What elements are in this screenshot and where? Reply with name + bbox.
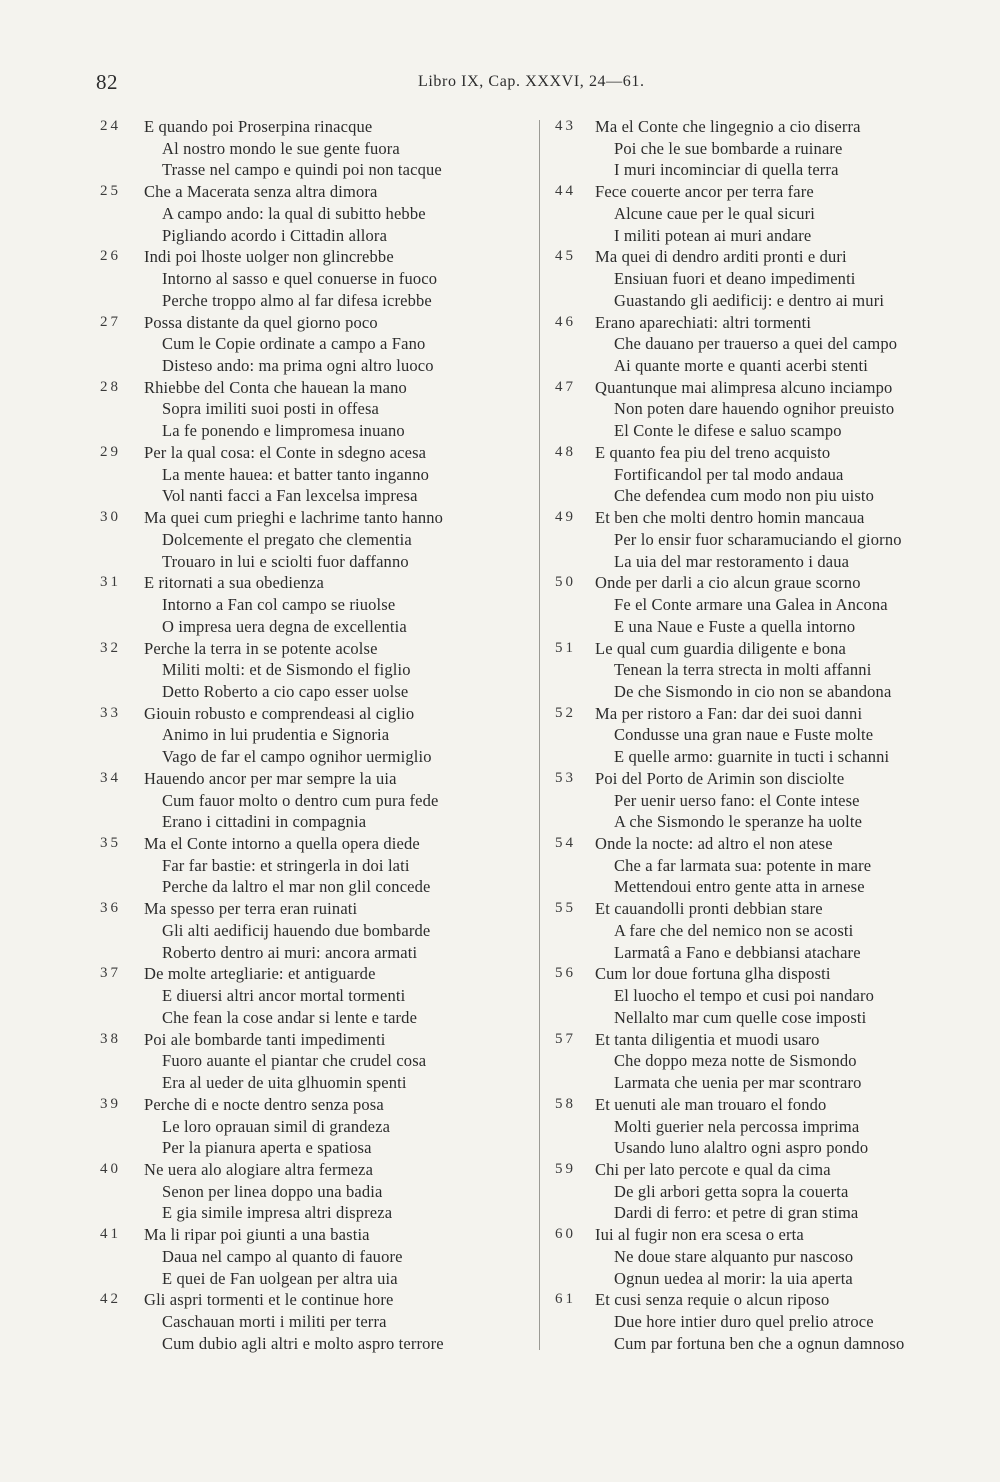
verse-line: Poi ale bombarde tanti impedimenti <box>144 1029 386 1049</box>
verse-line: Larmatâ a Fano e debbiansi atachare <box>614 942 861 962</box>
stanza <box>0 1224 530 1289</box>
verse-line: Cum le Copie ordinate a campo a Fano <box>162 334 426 354</box>
stanza <box>540 572 1000 637</box>
stanza <box>0 116 530 181</box>
stanza <box>540 1159 1000 1224</box>
stanza <box>0 572 530 637</box>
verse-line: De gli arbori getta sopra la couerta <box>614 1181 849 1201</box>
verse-line: Che dauano per trauerso a quei del campo <box>614 334 898 354</box>
verse-line: E una Naue e Fuste a quella intorno <box>614 616 856 636</box>
verse-line: Et cauandolli pronti debbian stare <box>595 899 823 919</box>
verse-line: Vago de far el campo ognihor uermiglio <box>162 747 432 767</box>
stanza-number: 42 <box>100 1291 121 1308</box>
stanza <box>540 1029 1000 1094</box>
verse-line: Guastando gli aedificij: e dentro ai muri <box>614 290 885 310</box>
verse-line: Alcune caue per le qual sicuri <box>614 203 816 223</box>
stanza-number: 28 <box>100 378 121 395</box>
verse-line: Possa distante da quel giorno poco <box>144 312 378 332</box>
verse-line: Al nostro mondo le sue gente fuora <box>162 138 400 158</box>
stanza-number: 50 <box>555 574 576 591</box>
verse-line: Poi del Porto de Arimin son disciolte <box>595 768 845 788</box>
verse-line: Perche da laltro el mar non glil concede <box>162 877 431 897</box>
stanza <box>0 1159 530 1224</box>
verse-line: Dardi di ferro: et petre di gran stima <box>614 1203 859 1223</box>
verse-line: Daua nel campo al quanto di fauore <box>162 1246 403 1266</box>
verse-line: Per la pianura aperta e spatiosa <box>162 1138 372 1158</box>
stanza <box>540 833 1000 898</box>
stanza <box>540 703 1000 768</box>
verse-line: Le qual cum guardia diligente e bona <box>595 638 846 658</box>
verse-line: Erano i cittadini in compagnia <box>162 812 367 832</box>
stanza <box>540 1224 1000 1289</box>
verse-line: Chi per lato percote e qual da cima <box>595 1160 831 1179</box>
stanza-number: 57 <box>555 1030 576 1047</box>
verse-line: O impresa uera degna de excellentia <box>162 616 407 636</box>
verse-line: Usando luno alaltro ogni aspro pondo <box>614 1138 869 1158</box>
verse-line: Ma per ristoro a Fan: dar dei suoi danni <box>595 703 863 723</box>
stanza <box>540 1289 1000 1354</box>
stanza <box>0 1094 530 1159</box>
verse-line: Due hore intier duro quel prelio atroce <box>614 1312 874 1332</box>
verse-line: Ma spesso per terra eran ruinati <box>144 899 358 919</box>
verse-line: Roberto dentro ai muri: ancora armati <box>162 942 418 962</box>
stanza-number: 54 <box>555 835 576 852</box>
stanza-number: 55 <box>555 900 576 917</box>
stanza <box>0 377 530 442</box>
stanza <box>540 768 1000 833</box>
verse-line: Far far bastie: et stringerla in doi lati <box>162 855 410 875</box>
stanza <box>540 898 1000 963</box>
verse-line: Detto Roberto a cio capo esser uolse <box>162 681 409 701</box>
verse-line: Gli aspri tormenti et le continue hore <box>144 1290 394 1310</box>
verse-line: Dolcemente el pregato che clementia <box>162 529 412 549</box>
verse-line: Che fean la cose andar si lente e tarde <box>162 1007 418 1027</box>
verse-line: Perche la terra in se potente acolse <box>144 638 378 658</box>
verse-line: Cum dubio agli altri e molto aspro terrore <box>162 1333 444 1353</box>
stanza <box>540 442 1000 507</box>
verse-line: Et tanta diligentia et muodi usaro <box>595 1029 820 1049</box>
verse-line: Et uenuti ale man trouaro el fondo <box>595 1094 827 1114</box>
verse-line: E diuersi altri ancor mortal tormenti <box>162 986 406 1006</box>
verse-line: Trasse nel campo e quindi poi non tacque <box>162 160 442 180</box>
verse-line: Gli alti aedificij hauendo due bombarde <box>162 920 431 940</box>
stanza-number: 41 <box>100 1226 121 1243</box>
verse-line: Pigliando acordo i Cittadin allora <box>162 225 388 245</box>
verse-line: Intorno a Fan col campo se riuolse <box>162 595 396 614</box>
verse-line: E quando poi Proserpina rinacque <box>144 117 373 136</box>
verse-line: Onde la nocte: ad altro el non atese <box>595 834 833 854</box>
stanza <box>540 638 1000 703</box>
verse-line: Ognun uedea al morir: la uia aperta <box>614 1268 853 1288</box>
verse-line: Per lo ensir fuor scharamuciando el giorno <box>614 529 902 549</box>
verse-line: E ritornati a sua obedienza <box>144 573 324 593</box>
verse-line: Hauendo ancor per mar sempre la uia <box>144 768 397 788</box>
verse-line: Condusse una gran naue e Fuste molte <box>614 725 874 745</box>
stanza-number: 51 <box>555 639 576 656</box>
stanza-number: 43 <box>555 118 576 134</box>
stanza-number: 44 <box>555 183 576 200</box>
verse-line: Erano aparechiati: altri tormenti <box>595 312 812 332</box>
stanza-number: 26 <box>100 248 121 265</box>
stanza-number: 39 <box>100 1095 121 1112</box>
verse-line: Le loro oprauan simil di grandeza <box>162 1116 391 1136</box>
verse-line: E quanto fea piu del treno acquisto <box>595 442 831 462</box>
verse-line: Iui al fugir non era scesa o erta <box>595 1225 804 1245</box>
verse-line: Senon per linea doppo una badia <box>162 1181 383 1201</box>
stanza-number: 37 <box>100 965 121 982</box>
stanza <box>0 246 530 311</box>
stanza-number: 32 <box>100 639 121 656</box>
verse-line: Disteso ando: ma prima ogni altro luoco <box>162 355 434 375</box>
verse-line: Fuoro auante el piantar che crudel cosa <box>162 1051 427 1071</box>
verse-line: Fortificandol per tal modo andaua <box>614 464 844 484</box>
verse-line: Fece couerte ancor per terra fare <box>595 182 814 202</box>
stanza-number: 59 <box>555 1161 576 1177</box>
verse-line: Poi che le sue bombarde a ruinare <box>614 138 843 158</box>
verse-line: Non poten dare hauendo ognihor preuisto <box>614 399 895 419</box>
right-column <box>540 116 1000 1355</box>
verse-line: Ma el Conte intorno a quella opera diede <box>144 834 420 854</box>
verse-line: Che doppo meza notte de Sismondo <box>614 1051 857 1071</box>
verse-line: Trouaro in lui e sciolti fuor daffanno <box>162 551 409 571</box>
verse-line: Rhiebbe del Conta che hauean la mano <box>144 377 407 397</box>
stanza <box>540 377 1000 442</box>
stanza-number: 40 <box>100 1161 121 1177</box>
verse-line: Ma li ripar poi giunti a una bastia <box>144 1225 370 1245</box>
verse-line: Indi poi lhoste uolger non glincrebbe <box>144 247 394 267</box>
verse-line: Cum fauor molto o dentro cum pura fede <box>162 790 439 810</box>
verse-line: E quei de Fan uolgean per altra uia <box>162 1268 398 1288</box>
stanza <box>0 507 530 572</box>
stanza <box>0 1029 530 1094</box>
stanza-number: 45 <box>555 248 576 265</box>
verse-line: Animo in lui prudentia e Signoria <box>162 725 390 745</box>
verse-line: Per uenir uerso fano: el Conte intese <box>614 790 860 810</box>
verse-line: Ne uera alo alogiare altra fermeza <box>144 1160 374 1179</box>
verse-line: La mente hauea: et batter tanto inganno <box>162 464 429 484</box>
stanza-number: 35 <box>100 835 121 852</box>
verse-line: De che Sismondo in cio non se abandona <box>614 681 892 701</box>
verse-line: El luocho el tempo et cusi poi nandaro <box>614 986 875 1006</box>
stanza-number: 56 <box>555 965 576 982</box>
left-column <box>0 116 530 1355</box>
verse-line: La fe ponendo e limpromesa inuano <box>162 421 405 441</box>
stanza-number: 33 <box>100 704 121 721</box>
verse-line: Ma quei di dendro arditi pronti e duri <box>595 247 847 267</box>
verse-line: El Conte le difese e saluo scampo <box>614 421 842 441</box>
stanza-number: 47 <box>555 378 576 395</box>
verse-line: Tenean la terra strecta in molti affanni <box>614 660 872 680</box>
verse-line: I muri incominciar di quella terra <box>614 160 839 180</box>
verse-line: Ai quante morte e quanti acerbi stenti <box>614 355 869 375</box>
stanza <box>540 1094 1000 1159</box>
verse-line: E quelle armo: guarnite in tucti i schanni <box>614 747 890 767</box>
page-number: 82 <box>96 70 118 94</box>
page-header <box>96 70 956 100</box>
stanza-number: 60 <box>555 1226 576 1243</box>
verse-line: Fe el Conte armare una Galea in Ancona <box>614 595 888 614</box>
verse-line: A campo ando: la qual di subitto hebbe <box>162 203 426 223</box>
stanza-number: 27 <box>100 313 121 330</box>
stanza <box>0 442 530 507</box>
verse-line: Et ben che molti dentro homin mancaua <box>595 508 865 528</box>
verse-line: Che defendea cum modo non piu uisto <box>614 486 875 506</box>
verse-line: Caschauan morti i militi per terra <box>162 1312 387 1332</box>
verse-line: Ne doue stare alquanto pur nascoso <box>614 1246 854 1266</box>
verse-line: Era al ueder de uita glhuomin spenti <box>162 1073 407 1093</box>
running-head: Libro IX, Cap. XXXVI, 24—61. <box>418 73 645 90</box>
verse-line: Cum lor doue fortuna glha disposti <box>595 964 831 984</box>
verse-line: Onde per darli a cio alcun graue scorno <box>595 573 861 593</box>
stanza-number: 58 <box>555 1095 576 1112</box>
stanza <box>0 638 530 703</box>
verse-line: Quantunque mai alimpresa alcuno inciampo <box>595 377 893 397</box>
stanza-number: 24 <box>100 118 121 134</box>
stanza <box>0 768 530 833</box>
stanza-number: 34 <box>100 769 121 786</box>
stanza <box>540 312 1000 377</box>
verse-line: Molti guerier nela percossa imprima <box>614 1116 860 1136</box>
stanza-number: 29 <box>100 443 121 460</box>
verse-line: Sopra imiliti suoi posti in offesa <box>162 399 379 419</box>
verse-line: La uia del mar restoramento i daua <box>614 551 850 571</box>
stanza <box>0 898 530 963</box>
stanza-number: 25 <box>100 183 121 200</box>
verse-line: Perche di e nocte dentro senza posa <box>144 1094 384 1114</box>
verse-line: Che a far larmata sua: potente in mare <box>614 855 872 875</box>
stanza <box>0 181 530 246</box>
verse-line: Per la qual cosa: el Conte in sdegno acesa <box>144 442 427 462</box>
stanza <box>540 181 1000 246</box>
verse-line: Mettendoui entro gente atta in arnese <box>614 877 865 897</box>
verse-line: E gia simile impresa altri dispreza <box>162 1203 393 1223</box>
stanza <box>540 507 1000 572</box>
verse-line: A che Sismondo le speranze ha uolte <box>614 812 863 832</box>
stanza <box>0 703 530 768</box>
stanza-number: 53 <box>555 769 576 786</box>
stanza <box>540 116 1000 181</box>
stanza <box>0 1289 530 1354</box>
stanza-number: 49 <box>555 509 576 526</box>
stanza-number: 36 <box>100 900 121 917</box>
verse-line: Cum par fortuna ben che a ognun damnoso <box>614 1333 905 1353</box>
verse-line: Vol nanti facci a Fan lexcelsa impresa <box>162 486 418 506</box>
verse-line: Intorno al sasso e quel conuerse in fuoco <box>162 269 438 289</box>
verse-line: Larmata che uenia per mar scontraro <box>614 1073 862 1093</box>
verse-line: Nellalto mar cum quelle cose imposti <box>614 1007 867 1027</box>
verse-line: Et cusi senza requie o alcun riposo <box>595 1290 830 1310</box>
stanza-number: 46 <box>555 313 576 330</box>
verse-line: Ma quei cum prieghi e lachrime tanto hanno <box>144 508 444 528</box>
stanza-number: 31 <box>100 574 121 591</box>
stanza-number: 38 <box>100 1030 121 1047</box>
stanza-number: 61 <box>555 1291 576 1308</box>
verse-line: Ma el Conte che lingegnio a cio diserra <box>595 117 861 136</box>
stanza-number: 48 <box>555 443 576 460</box>
verse-line: I militi potean ai muri andare <box>614 225 812 245</box>
stanza <box>540 963 1000 1028</box>
stanza-number: 52 <box>555 704 576 721</box>
stanza <box>0 833 530 898</box>
verse-line: Militi molti: et de Sismondo el figlio <box>162 660 411 680</box>
stanza <box>0 963 530 1028</box>
verse-line: Che a Macerata senza altra dimora <box>144 182 378 202</box>
verse-line: Perche troppo almo al far difesa icrebbe <box>162 290 432 310</box>
stanza <box>0 312 530 377</box>
verse-line: De molte artegliarie: et antiguarde <box>144 964 376 984</box>
verse-line: A fare che del nemico non se acosti <box>614 920 854 940</box>
stanza-number: 30 <box>100 509 121 526</box>
verse-line: Ensiuan fuori et deano impedimenti <box>614 269 856 289</box>
stanza <box>540 246 1000 311</box>
verse-line: Giouin robusto e comprendeasi al ciglio <box>144 703 415 723</box>
